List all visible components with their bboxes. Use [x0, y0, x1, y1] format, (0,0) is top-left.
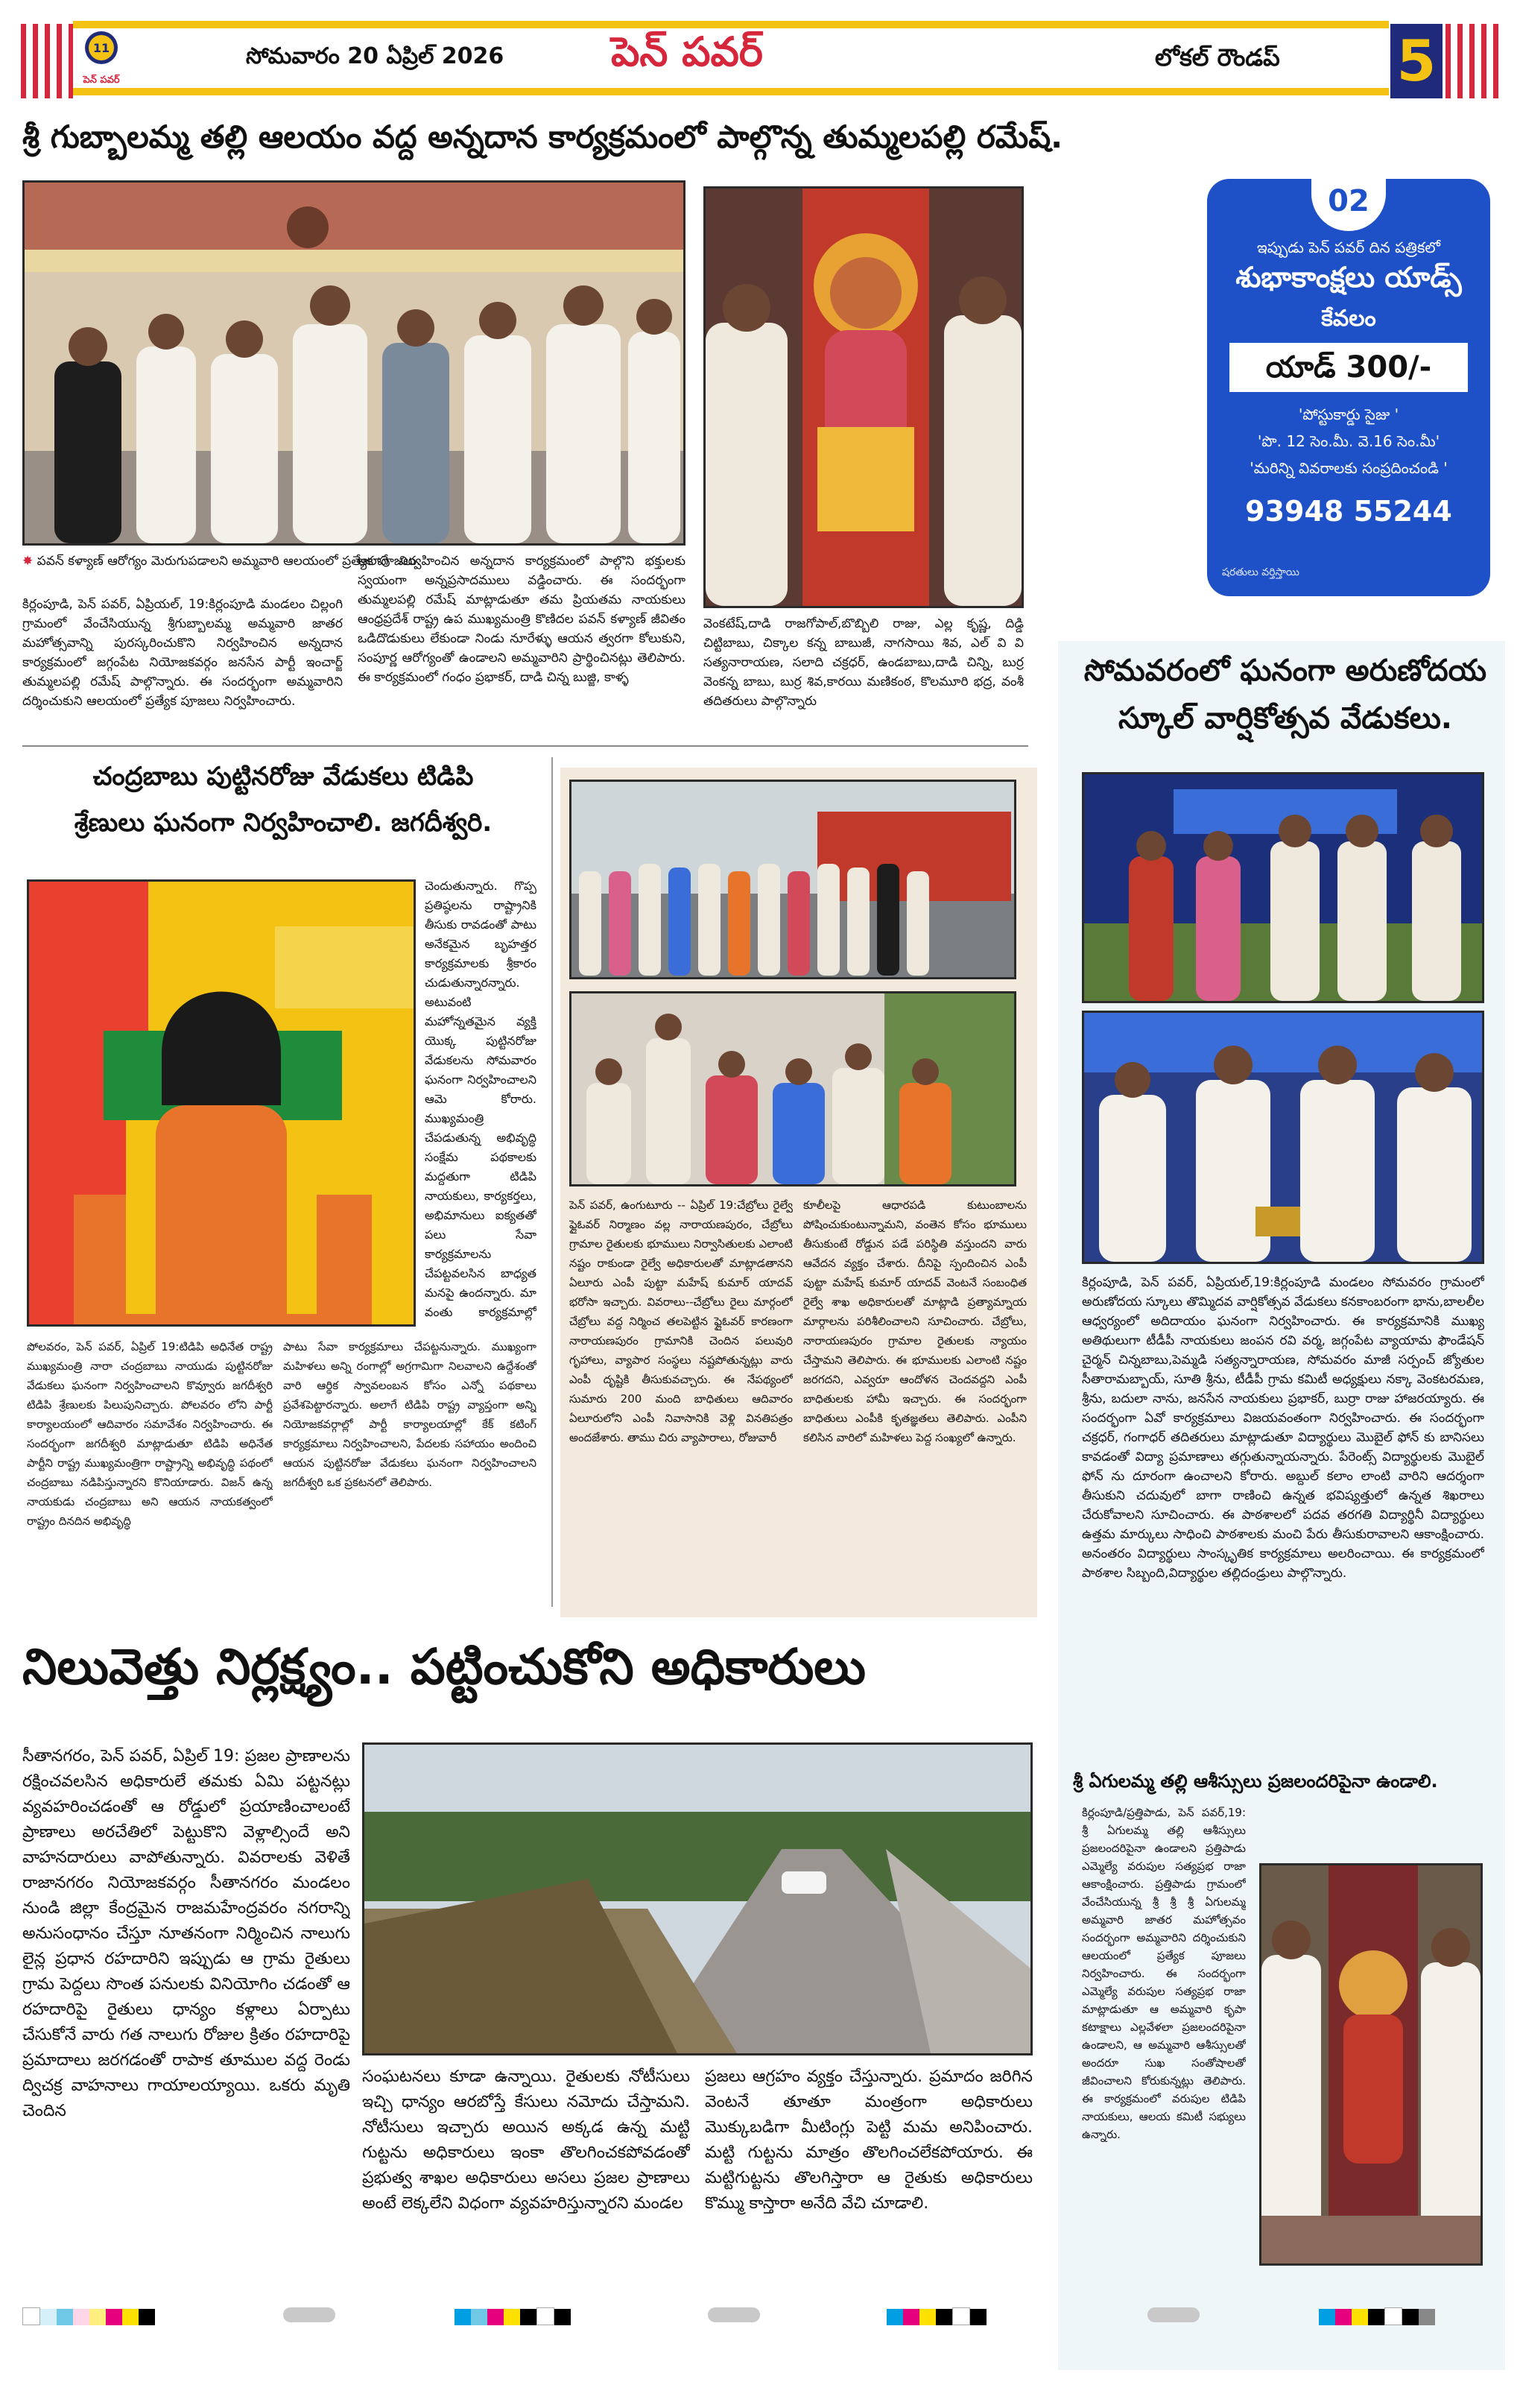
pen-power-logo-icon — [77, 28, 125, 76]
issue-date: సోమవారం 20 ఏప్రిల్ 2026 — [246, 43, 504, 69]
farmers-meeting-mp-photo — [571, 993, 1014, 1184]
story1-photo-group — [22, 180, 685, 546]
cbn-headline-1: చంద్రబాబు పుట్టినరోజు వేడుకలు టిడిపి — [92, 762, 474, 791]
ad-title: శుభాకాంక్షలు యాడ్స్ — [1235, 261, 1462, 294]
story1-headline: శ్రీ గుబ్బాలమ్మ తల్లి ఆలయం వద్ద అన్నదాన కార్యక్రమంలో పాల్గొన్న తుమ్మలపల్లి రమేష్. — [22, 118, 1063, 155]
masthead-stripes-left — [21, 24, 73, 98]
registration-strip — [22, 2307, 1498, 2330]
ad-line2: కేవలం — [1321, 306, 1376, 332]
top-gold-rule — [73, 21, 1389, 28]
road-mud-heap-photo — [364, 1745, 1030, 2053]
jagadeeswari-portrait — [29, 882, 414, 1324]
masthead-stripes-right — [1445, 24, 1499, 98]
registration-pill-1 — [283, 2307, 335, 2322]
cbn-right-column: చెందుతున్నారు. గొప్ప ప్రతిష్ఠలను రాష్ట్రానికి తీసుకు రావడంతో పాటు అనేకమైన బృహత్తర కార్యక్రమాలకు శ్రీకారం చుడుతున్నారన్నారు. అటువంటి మహోన్నతమైన వ్యక్తి యొక్క పుట్టినరోజు వేడుకలను సోమవారం ఘనంగా నిర్వహించాలని ఆమె కోరారు. ముఖ్యమంత్రి చేపడుతున్న అభివృద్ధి సంక్షేమ పథకాలకు మద్దతుగా టిడిపి నాయకులు, కార్యకర్తలు, అభిమానులు ఐక్యతతో పలు సేవా కార్యక్రమాలను చేపట్టవలసిన బాధ్యత మనపై ఉందన్నారు. మా వంతు కార్యక్రమాల్లో — [425, 879, 536, 1319]
bottom-gold-rule — [73, 88, 1389, 95]
road-column-1: సీతానగరం, పెన్ పవర్, ఏప్రిల్ 19: ప్రజల ప్రాణాలను రక్షించవలసిన అధికారులే తమకు ఏమి పట్టనట్లు వ్యవహరించడంతో ఆ రోడ్డులో ప్రయాణించాలంటే ప్రాణాలు అరచేతిలో పెట్టుకొని వెళ్లాల్సిందే అని వాహనదారులు వాపోతున్నారు. వివరాలకు వెళితే రాజానగరం నియోజకవర్గం సీతానగరం మండలం నుండి జిల్లా కేంద్రమైన రాజమహేంద్రవరం నగరాన్ని అనుసంధానం చేస్తూ నూతనంగా నిర్మించిన నాలుగు లైన్ల ప్రధాన రహదారిని ఇప్పుడు ఆ గ్రామ రైతులు గ్రామ పెద్దలు సొంత పనులకు వినియోగిం చడంతో ఆ రహదారిపై రైతులు ధాన్యం కళ్లాలు ఏర్పాటు చేసుకోనే వారు గత నాలుగు రోజుల క్రితం రహదారిపై ప్రమాదాలు జరగడంతో రాపాక తూముల వద్ద రెండు ద్విచక్ర వాహనాలు గాయాలయ్యాయి. ఒకరు మృతి చెందిన — [22, 1747, 350, 2120]
temple-deity-visit-photo — [1261, 1865, 1481, 2263]
school-headline-2: స్కూల్ వార్షికోత్సవ వేడుకలు. — [1118, 701, 1452, 736]
ad-spec1: 'పోస్టుకార్డు సైజు ' — [1298, 405, 1399, 423]
page-number-box: 5 — [1390, 24, 1443, 98]
masthead-logo — [77, 28, 125, 76]
ad-footnote: షరతులు వర్తిస్తాయి — [1222, 566, 1299, 578]
registration-pill-3 — [1147, 2307, 1200, 2322]
ad-price-box: యాడ్ 300/- — [1229, 343, 1468, 392]
farmers-group-roadside-photo — [571, 782, 1014, 977]
caption-star-icon: ✸ — [22, 554, 37, 569]
story1-column-2: ఆలాగే నిర్వహించిన అన్నదాన కార్యక్రమంలో పాల్గొని భక్తులకు స్వయంగా అన్నప్రసాదములు వడ్డించారు. ఈ సందర్భంగా తుమ్మలపల్లి రమేష్ మాట్లాడుతూ తమ ప్రియతమ నాయకులు ఆంధ్రప్రదేశ్ రాష్ట్ర ఉప ముఖ్యమంత్రి కొణిదల పవన్ కళ్యాణ్ జీవితం ఒడిదొడుకులు లేకుండా నిండు నూరేళ్ళు ఆయన త్వరగా కోలుకుని, సంపూర్ణ ఆరోగ్యంతో ఉండాలని అమ్మవారిని ప్రార్థించినట్లు తెలిపారు. ఈ కార్యక్రమంలో గంధం ప్రభాకర్, దాడి చిన్న బుజ్జి, కాళ్ళ — [358, 554, 685, 685]
temple2-headline: శ్రీ ఏగులమ్మ తల్లి ఆశీస్సులు ప్రజలందరిపైనా ఉండాలి. — [1073, 1771, 1438, 1792]
story1-column-1: కిర్లంపూడి, పెన్ పవర్, ఏప్రియల్, 19:కిర్లంపూడి మండలం చిల్లంగి గ్రామంలో వేంచేసియున్న శ్రీగుబ్బాలమ్మ అమ్మవారి జాతర మహోత్సవాన్ని పురస్కరించుకొని నిర్వహించిన అన్నదాన కార్యక్రమంలో జగ్గంపేట నియోజకవర్గం జనసేన పార్టీ ఇంచార్జ్ తుమ్మలపల్లి రమేష్ పాల్గొన్నారు. ఈ సందర్భంగా అమ్మవారిని దర్శించుకుని ఆలయంలో ప్రత్యేక పూజలు నిర్వహించారు. — [22, 597, 343, 709]
color-bar-3 — [887, 2307, 987, 2328]
temple2-photo — [1259, 1863, 1483, 2266]
story1-divider — [22, 745, 1028, 747]
ad-line1: ఇప్పుడు పెన్ పవర్ దిన పత్రికలో — [1257, 238, 1440, 256]
temple2-body: కిర్లంపూడి/ప్రత్తిపాడు, పెన్ పవర్,19: శ్రీ ఏగులమ్మ తల్లి ఆశీస్సులు ప్రజలందరిపైనా ఉండాలని ప్రత్తిపాడు ఎమ్మెల్యే వరుపుల సత్యప్రభ రాజా ఆకాంక్షించారు. ప్రత్తిపాడు గ్రామంలో వేంచేసియున్న శ్రీ శ్రీ శ్రీ ఏగులమ్మ అమ్మవారి జాతర మహోత్సవం సందర్భంగా అమ్మవారిని దర్శించుకుని ఆలయంలో ప్రత్యేక పూజలు నిర్వహించారు. ఈ సందర్భంగా ఎమ్మెల్యే వరుపుల సత్యప్రభ రాజా మాట్లాడుతూ ఆ అమ్మవారి కృపా కటాక్షాలు ఎల్లవేళలా ప్రజలందరిపైనా ఉండాలని, ఆ అమ్మవారి ఆశీస్సులతో అందరూ సుఖ సంతోషాలతో జీవించాలని కోరుకున్నట్లు తెలిపారు. ఈ కార్యక్రమంలో వరుపుల టిడిపి నాయకులు, ఆలయ కమిటీ సభ్యులు ఉన్నారు. — [1082, 1806, 1246, 2141]
masthead — [0, 0, 1520, 104]
road-column-2: సంఘటనలు కూడా ఉన్నాయి. రైతులకు నోటీసులు ఇచ్చి ధాన్యం ఆరబోస్తే కేసులు నమోదు చేస్తామని. నోటీసులు ఇచ్చారు అయిన అక్కడ ఉన్న మట్టి గుట్టను అధికారులు ఇంకా తొలగించకపోవడంతో ప్రభుత్వ శాఖల అధికారులు అసలు ప్రజల ప్రాణాలు అంటే లెక్కలేని విధంగా వ్యవహరిస్తున్నారని మండల — [362, 2067, 690, 2213]
ad-box — [1207, 179, 1490, 596]
road-photo — [362, 1742, 1033, 2055]
ad-phone: 93948 55244 — [1245, 495, 1452, 528]
school-lamp-lighting-photo — [1084, 1013, 1482, 1262]
farmers-photo-1 — [569, 780, 1016, 979]
school-photo-1 — [1082, 772, 1484, 1003]
deity-photo — [706, 189, 1022, 606]
farmers-photo-2 — [569, 991, 1016, 1186]
color-bar-4 — [1319, 2307, 1435, 2328]
cbn-photo — [27, 879, 416, 1327]
story1-photo-deity — [703, 186, 1024, 608]
ad-spec3: 'మరిన్ని వివరాలకు సంప్రదించండి ' — [1250, 459, 1448, 477]
ad-number-badge: 02 — [1311, 171, 1386, 231]
color-bar-2 — [455, 2307, 571, 2328]
cbn-bottom-left: పోలవరం, పెన్ పవర్, ఏప్రిల్ 19:టిడిపి అధినేత రాష్ట్ర ముఖ్యమంత్రి నారా చంద్రబాబు నాయుడు పుట్టినరోజు వేడుకలు ఘనంగా నిర్వహించాలని కొవ్వూరు జగదీశ్వరి టిడిపి శ్రేణులకు పిలుపునిచ్చారు. పోలవరం లోని పార్టీ కార్యాలయంలో ఆదివారం సమావేశం నిర్వహించారు. ఈ సందర్భంగా జగదీశ్వరి మాట్లాడుతూ టిడిపి అధినేత పార్టీని రాష్ట్ర ముఖ్యమంత్రిగా రాష్ట్రాన్ని అభివృద్ధి పథంలో చంద్రబాబు నడిపిస్తున్నారని కొనియాడారు. విజన్ ఉన్న నాయకుడు చంద్రబాబు అని ఆయన నాయకత్వంలో రాష్ట్రం దినదిన అభివృద్ధి — [27, 1340, 273, 1528]
road-headline: నిలువెత్తు నిర్లక్ష్యం.. పట్టించుకోని అధికారులు — [22, 1638, 866, 1696]
registration-pill-2 — [708, 2307, 760, 2322]
ad-spec2: 'పొ. 12 సెం.మీ. వె.16 సెం.మీ' — [1257, 432, 1440, 450]
group-photo-temple-hall — [25, 183, 683, 543]
farmers-column-1: పెన్ పవర్, ఉంగుటూరు -- ఏప్రిల్ 19:చేబ్రోలు రైల్వే ఫ్లైఓవర్ నిర్మాణం వల్ల నారాయణపురం, చేబ్రోలు గ్రామాల రైతులకు భూములు నిర్వాసితులకు ఎలాంటి నష్టం రాకుండా రైల్వే అధికారులతో మాట్లాడతానని ఏలూరు ఎంపీ పుట్టా మహేష్ కుమార్ యాదవ్ భరోసా ఇచ్చారు. వివరాలు--చేబ్రోలు రైలు మార్గంలో చేబ్రోలు వద్ద నిర్మించ తలపెట్టిన ఫ్లైఓవర్ కారణంగా నారాయణపురం గ్రామానికి చెందిన పలువురి గృహాలు, వ్యాపార సంస్థలు నష్టపోతున్నట్లు వారు ఎంపీ దృష్టికి తీసుకువచ్చారు. ఈ నేపథ్యంలో సుమారు 200 మంది బాధితులు ఆదివారం ఏలూరులోని ఎంపీ నివాసానికి వెళ్లి వినతిపత్రం అందజేశారు. తాము చిరు వ్యాపారాలు, రోజువారీ — [569, 1198, 793, 1444]
column-divider — [551, 757, 553, 1607]
color-bar-1 — [22, 2307, 155, 2328]
school-photo-2 — [1082, 1011, 1484, 1264]
cbn-headline-2: శ్రేణులు ఘనంగా నిర్వహించాలి. జగదీశ్వరి. — [74, 808, 493, 838]
section-name: లోకల్ రౌండప్ — [1155, 43, 1280, 72]
paper-name: పెన్ పవర్ — [611, 28, 763, 75]
school-story-body: కిర్లంపూడి, పెన్ పవర్, ఏప్రియల్,19:కిర్లంపూడి మండలం సోమవరం గ్రామంలో అరుణోదయ స్కూలు తొమ్మిదవ వార్షికోత్సవ వేడుకలు కనకాంబరంగా భాను,బాలలీల ఆధ్వర్యంలో అదిదాయం ఘనంగా నిర్వహించారు. ఈ కార్యక్రమానికి ముఖ్య అతిథులుగా టీడీపీ నాయకులు జంపన రవి వర్మ, జగ్గంపేట వ్యాయామ ఫౌండేషన్ చైర్మన్ చిన్నబాబు,పెమ్మడి సత్యన్నారాయణ, సోమవరం మాజీ సర్పంచ్ జ్యోతుల సీతారామబ్బాయ్, సూతి శ్రీను, టీడీపీ గ్రామ కమిటీ అధ్యక్షులు నక్కా వెంకటరమణ, శ్రీను, బదులా నాను, జనసేన నాయకులు ప్రభాకర్, బుర్రా రాజు హాజరయ్యారు. ఈ సందర్భంగా ఏవో కార్యక్రమాలు విజయవంతంగా నిర్వహించారు. ఈ సందర్భంగా చక్రధర్, గంగాధర్ తదితరులు మాట్లాడుతూ విద్యార్థులు మొబైల్ ఫోన్ కు బానిసలు కావడంతో విద్యా ప్రమాణాలు తగ్గుతున్నాయన్నారు. పేరెంట్స్ విద్యార్థులకు మొబైల్ ఫోన్ ను దూరంగా ఉంచాలని కోరారు. అబ్దుల్ కలాం లాంటి వారిని ఆదర్శంగా తీసుకుని చదువులో బాగా రాణించి ఉన్నత భవిష్యత్తులో ఉన్నత శిఖరాలు చేరుకోవాలని సూచించారు. ఈ పాఠశాలలో పదవ తరగతి విద్యార్థినీ విద్యార్థులు ఉత్తమ మార్కులు సాధించి పాఠశాలకు మంచి పేరు తీసుకురావాలని ఆకాంక్షించారు. అనంతరం విద్యార్థులు సాంస్కృతిక కార్యక్రమాలు అలరించాయి. ఈ కార్యక్రమంలో పాఠశాల సిబ్బంది,విద్యార్థుల తల్లిదండ్రులు పాల్గొన్నారు. — [1082, 1275, 1484, 1581]
road-column-3: ప్రజలు ఆగ్రహం వ్యక్తం చేస్తున్నారు. ప్రమాదం జరిగిన వెంటనే తూతూ మంత్రంగా అధికారులు మొక్కుబడిగా మీటింగ్లు పెట్టి మమ అనిపించారు. మట్టి గుట్టను మాత్రం తొలగించలేకపోయారు. ఈ మట్టిగుట్టను తొలగిస్తారా ఆ రైతుకు అధికారులు కొమ్ము కాస్తారా అనేది వేచి చూడాలి. — [705, 2067, 1033, 2213]
logo-digit: 11 — [92, 41, 110, 55]
logo-label: పెన్ పవర్ — [83, 75, 120, 86]
farmers-column-2: కూలీలపై ఆధారపడి కుటుంబాలను పోషించుకుంటున్నామని, వంతెన కోసం భూములు తీసుకుంటే రోడ్డున పడే పరిస్థితి వస్తుందని వారు ఆవేదన వ్యక్తం చేశారు. దీనిపై స్పందించిన ఎంపీ పుట్టా మహేష్ కుమార్ యాదవ్ వెంటనే సంబంధిత రైల్వే శాఖ అధికారులతో మాట్లాడి ప్రత్యామ్నాయ మార్గాలను పరిశీలించాలని సూచించారు. చేబ్రోలు, నారాయణపురం గ్రామాల రైతులకు న్యాయం చేస్తామని తెలిపారు. ఈ భూములకు ఎలాంటి నష్టం జరగదని, ఎవ్వరూ ఆందోళన చెందవద్దని ఎంపీ బాధితులకు హామీ ఇచ్చారు. ఈ సందర్భంగా బాధితులు ఎంపీకి కృతజ్ఞతలు తెలిపారు. ఎంపీని కలిసిన వారిలో మహిళలు పెద్ద సంఖ్యలో ఉన్నారు. — [803, 1198, 1027, 1444]
cbn-bottom-right: పాటు సేవా కార్యక్రమాలు చేపట్టనున్నారు. ముఖ్యంగా మహిళలు అన్ని రంగాల్లో అగ్రగామిగా నిలవాలని ఉద్దేశంతో వారి ఆర్థిక స్వావలంబన కోసం ఎన్నో పథకాలు ప్రవేశపెట్టారన్నారు. అలాగే టిడిపి రాష్ట్ర వ్యాప్తంగా అన్ని నియోజకవర్గాల్లో పార్టీ కార్యాలయాల్లో కేక్ కటింగ్ కార్యక్రమాలు నిర్వహించాలని, పేదలకు సహాయం అందించి ఆయన పుట్టినరోజు వేడుకలు ఘనంగా నిర్వహించాలని జగదీశ్వరి ఒక ప్రకటనలో తెలిపారు. — [283, 1340, 536, 1489]
story1-column-3: వెంకటేష్,దాడి రాజగోపాల్,బొబ్బిలి రాజు, ఎల్ల కృష్ణ, దిడ్డి చిట్టిబాబు, చిక్కాల కన్న బాబుజీ, నాగసాయి శివ, ఎల్ వి వి సత్యనారాయణ, సలాది చక్రధర్, ఉండబాబు,దాడి చిన్ని, బుర్ర వెంకన్న బాబు, బుర్ర శివ,కారయి మణికంఠ, కొలమూరి భద్ర, వంశీ తదితరులు పాల్గొన్నారు — [703, 616, 1024, 709]
story1-caption-text: పవన్ కళ్యాణ్ ఆరోగ్యం మెరుగుపడాలని అమ్మవారి ఆలయంలో ప్రత్యేక పూజలు. — [37, 554, 421, 569]
school-headline-1: సోమవరంలో ఘనంగా అరుణోదయ — [1083, 654, 1487, 688]
school-award-photo — [1084, 774, 1482, 1001]
